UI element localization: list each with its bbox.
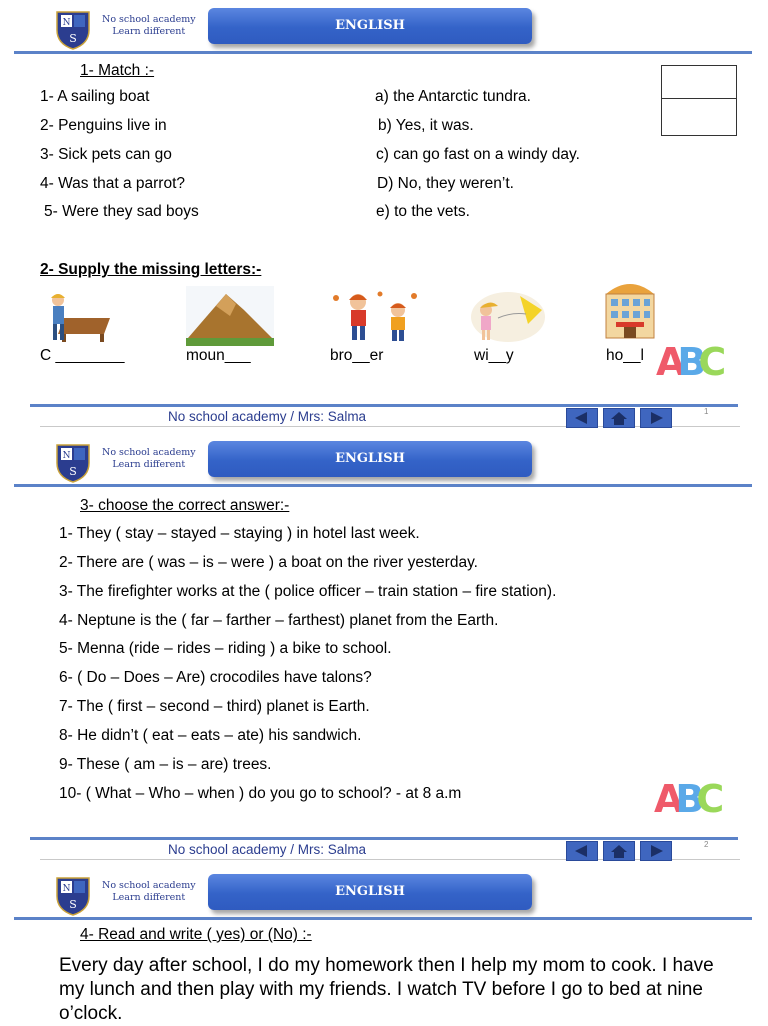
- svg-text:S: S: [69, 898, 77, 911]
- home-icon: [604, 409, 634, 427]
- match-left-3: 3- Sick pets can go: [40, 146, 172, 163]
- choose-item-7: 7- The ( first – second – third) planet is Earth.: [59, 698, 370, 715]
- choose-item-6: 6- ( Do – Does – Are) crocodiles have talons?: [59, 669, 372, 686]
- header-rule: [14, 51, 752, 54]
- hotel-icon: [602, 278, 658, 340]
- footer-rule-thin: [40, 859, 740, 860]
- missing-word-5: ho__l: [606, 347, 644, 364]
- svg-text:S: S: [69, 32, 77, 45]
- svg-text:N: N: [62, 18, 71, 28]
- academy-line-1: No school academy: [102, 880, 196, 891]
- match-right-b: b) Yes, it was.: [378, 117, 474, 134]
- choose-heading: 3- choose the correct answer:-: [80, 497, 290, 514]
- academy-logo-icon: [55, 8, 91, 50]
- carpenter-icon: [42, 290, 114, 344]
- choose-item-4: 4- Neptune is the ( far – farther – farthest) planet from the Earth.: [59, 612, 499, 629]
- arrow-left-icon: [567, 842, 597, 860]
- footer-rule: [30, 404, 738, 407]
- match-right-e: e) to the vets.: [376, 203, 470, 220]
- match-left-1: 1- A sailing boat: [40, 88, 150, 105]
- home-button[interactable]: [603, 408, 635, 428]
- match-left-2: 2- Penguins live in: [40, 117, 167, 134]
- answer-box-2[interactable]: [661, 98, 737, 136]
- match-left-4: 4- Was that a parrot?: [40, 175, 186, 192]
- choose-item-10: 10- ( What – Who – when ) do you go to school? - at 8 a.m: [59, 785, 462, 802]
- page-number-2: 2: [704, 840, 709, 849]
- choose-item-3: 3- The firefighter works at the ( police officer – train station – fire station).: [59, 583, 557, 600]
- academy-line-1: No school academy: [102, 447, 196, 458]
- match-right-d: D) No, they weren’t.: [377, 175, 514, 192]
- choose-item-5: 5- Menna (ride – rides – riding ) a bike to school.: [59, 640, 392, 657]
- subject-banner: ENGLISH: [208, 8, 532, 44]
- page-1: [0, 0, 768, 433]
- missing-word-3: bro__er: [330, 347, 384, 364]
- academy-line-1: No school academy: [102, 14, 196, 25]
- academy-logo-icon: [55, 874, 91, 916]
- choose-item-8: 8- He didn’t ( eat – eats – ate) his sandwich.: [59, 727, 362, 744]
- abc-decoration-icon: ABC: [656, 340, 719, 384]
- academy-line-2: Learn different: [112, 26, 186, 37]
- windy-icon: [468, 290, 546, 344]
- header-rule: [14, 484, 752, 487]
- svg-text:S: S: [69, 465, 77, 478]
- missing-word-1: C ________: [40, 347, 125, 364]
- footer-rule: [30, 837, 738, 840]
- prev-button[interactable]: [566, 841, 598, 861]
- svg-text:N: N: [62, 451, 71, 461]
- brothers-icon: [328, 290, 420, 342]
- missing-word-2: moun___: [186, 347, 251, 364]
- choose-item-9: 9- These ( am – is – are) trees.: [59, 756, 272, 773]
- arrow-right-icon: [641, 409, 671, 427]
- academy-line-2: Learn different: [112, 459, 186, 470]
- match-heading: 1- Match :-: [80, 62, 155, 79]
- next-button[interactable]: [640, 841, 672, 861]
- home-icon: [604, 842, 634, 860]
- read-heading: 4- Read and write ( yes) or (No) :-: [80, 926, 312, 943]
- subject-banner: ENGLISH: [208, 874, 532, 910]
- academy-name: [102, 14, 196, 38]
- footer-text: No school academy / Mrs: Salma: [168, 409, 367, 424]
- mountain-icon: [186, 286, 274, 346]
- missing-word-4: wi__y: [474, 347, 514, 364]
- match-left-5: 5- Were they sad boys: [44, 203, 199, 220]
- match-right-a: a) the Antarctic tundra.: [375, 88, 531, 105]
- match-right-c: c) can go fast on a windy day.: [376, 146, 580, 163]
- abc-decoration-icon: ABC: [654, 777, 717, 821]
- page-3: [0, 866, 768, 1024]
- academy-line-2: Learn different: [112, 892, 186, 903]
- choose-item-2: 2- There are ( was – is – were ) a boat on the river yesterday.: [59, 554, 478, 571]
- footer-text: No school academy / Mrs: Salma: [168, 842, 367, 857]
- answer-box-1[interactable]: [661, 65, 737, 99]
- next-button[interactable]: [640, 408, 672, 428]
- academy-name: [102, 447, 196, 471]
- academy-logo-icon: [55, 441, 91, 483]
- page-2: [0, 433, 768, 866]
- footer-rule-thin: [40, 426, 740, 427]
- subject-banner: ENGLISH: [208, 441, 532, 477]
- arrow-right-icon: [641, 842, 671, 860]
- header-rule: [14, 917, 752, 920]
- choose-item-1: 1- They ( stay – stayed – staying ) in hotel last week.: [59, 525, 420, 542]
- arrow-left-icon: [567, 409, 597, 427]
- academy-name: [102, 880, 196, 904]
- page-number-1: 1: [704, 407, 709, 416]
- home-button[interactable]: [603, 841, 635, 861]
- reading-paragraph: Every day after school, I do my homework then I help my mom to cook. I have my lunch and then play with my friends. I watch TV before I go to bed at nine o’clock.: [59, 955, 714, 1024]
- missing-heading: 2- Supply the missing letters:-: [40, 261, 262, 278]
- svg-text:N: N: [62, 884, 71, 894]
- prev-button[interactable]: [566, 408, 598, 428]
